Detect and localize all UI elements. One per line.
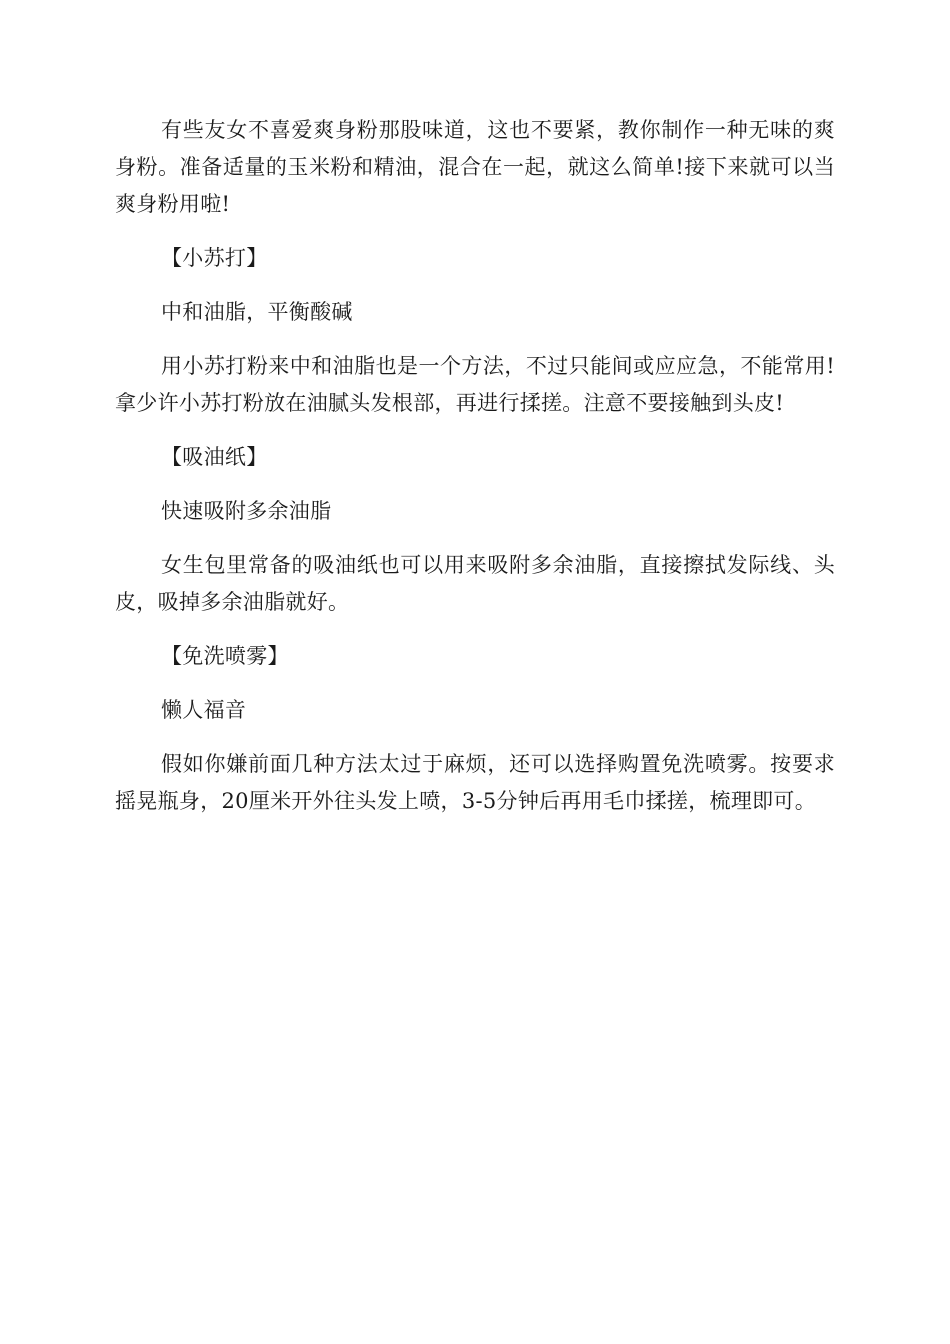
section-body-dry-shampoo: 假如你嫌前面几种方法太过于麻烦，还可以选择购置免洗喷雾。按要求摇晃瓶身，20厘米开外往头发上喷，3-5分钟后再用毛巾揉搓，梳理即可。 bbox=[115, 752, 835, 813]
section-heading-dry-shampoo: 【免洗喷雾】 bbox=[161, 644, 289, 668]
section-heading-baking-soda: 【小苏打】 bbox=[161, 246, 268, 270]
section-subtitle-dry-shampoo: 懒人福音 bbox=[161, 698, 247, 722]
intro-paragraph: 有些友女不喜爱爽身粉那股味道，这也不要紧，教你制作一种无味的爽身粉。准备适量的玉米粉和精油，混合在一起，就这么简单!接下来就可以当爽身粉用啦! bbox=[115, 118, 835, 216]
section-subtitle-baking-soda: 中和油脂，平衡酸碱 bbox=[161, 300, 353, 324]
section-body-blotting-paper: 女生包里常备的吸油纸也可以用来吸附多余油脂，直接擦拭发际线、头皮，吸掉多余油脂就好。 bbox=[115, 553, 835, 614]
section-body-baking-soda: 用小苏打粉来中和油脂也是一个方法，不过只能间或应应急，不能常用!拿少许小苏打粉放在油腻头发根部，再进行揉搓。注意不要接触到头皮! bbox=[115, 354, 835, 415]
section-heading-blotting-paper: 【吸油纸】 bbox=[161, 445, 268, 469]
document-body bbox=[115, 112, 835, 837]
section-subtitle-blotting-paper: 快速吸附多余油脂 bbox=[161, 499, 332, 523]
